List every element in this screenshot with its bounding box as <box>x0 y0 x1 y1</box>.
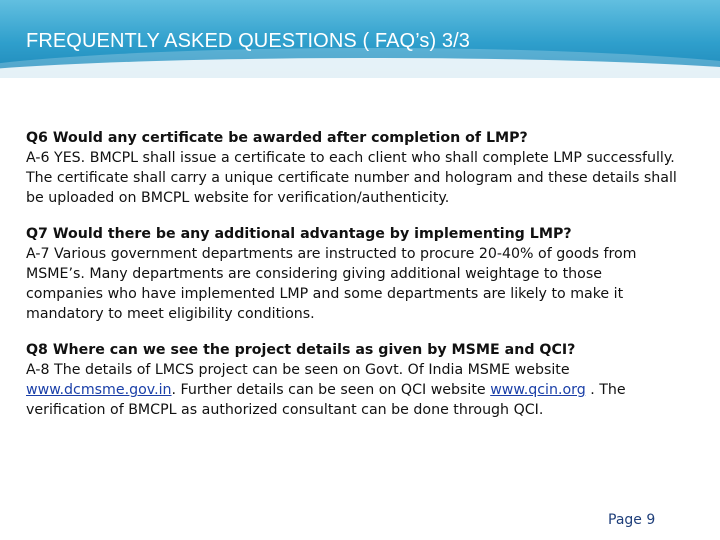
msme-website-link[interactable]: www.dcmsme.gov.in <box>26 382 172 398</box>
question-q6: Q6 Would any certificate be awarded after completion of LMP? <box>26 130 528 146</box>
answer-a8 <box>26 360 680 420</box>
answer-a8-text-1: A-8 The details of LMCS project can be seen on Govt. Of India MSME website <box>26 362 570 378</box>
faq-item-q7 <box>26 224 680 324</box>
answer-a7: A-7 Various government departments are instructed to procure 20-40% of goods from MSME’s. Many departments are considering giving additional weightage to those companies who have implemented LMP and some departments are likely to make it mandatory to meet eligibility conditions. <box>26 246 637 322</box>
answer-a8-text-3: . The verification of BMCPL as authorized consultant can be done through QCI. <box>26 382 626 418</box>
qci-website-link[interactable]: www.qcin.org <box>490 382 586 398</box>
question-q8: Q8 Where can we see the project details as given by MSME and QCI? <box>26 342 576 358</box>
faq-item-q8 <box>26 340 680 420</box>
page-number: Page 9 <box>608 512 656 528</box>
slide-title: FREQUENTLY ASKED QUESTIONS ( FAQ’s) 3/3 <box>26 30 471 52</box>
faq-content <box>26 128 680 436</box>
answer-a8-text-2: . Further details can be seen on QCI website <box>171 382 491 398</box>
faq-item-q6 <box>26 128 680 208</box>
answer-a6: A-6 YES. BMCPL shall issue a certificate to each client who shall complete LMP successfully. The certificate shall carry a unique certificate number and hologram and these details shall be uploaded on BMCPL website for verification/authenticity. <box>26 150 677 206</box>
question-q7: Q7 Would there be any additional advantage by implementing LMP? <box>26 226 572 242</box>
